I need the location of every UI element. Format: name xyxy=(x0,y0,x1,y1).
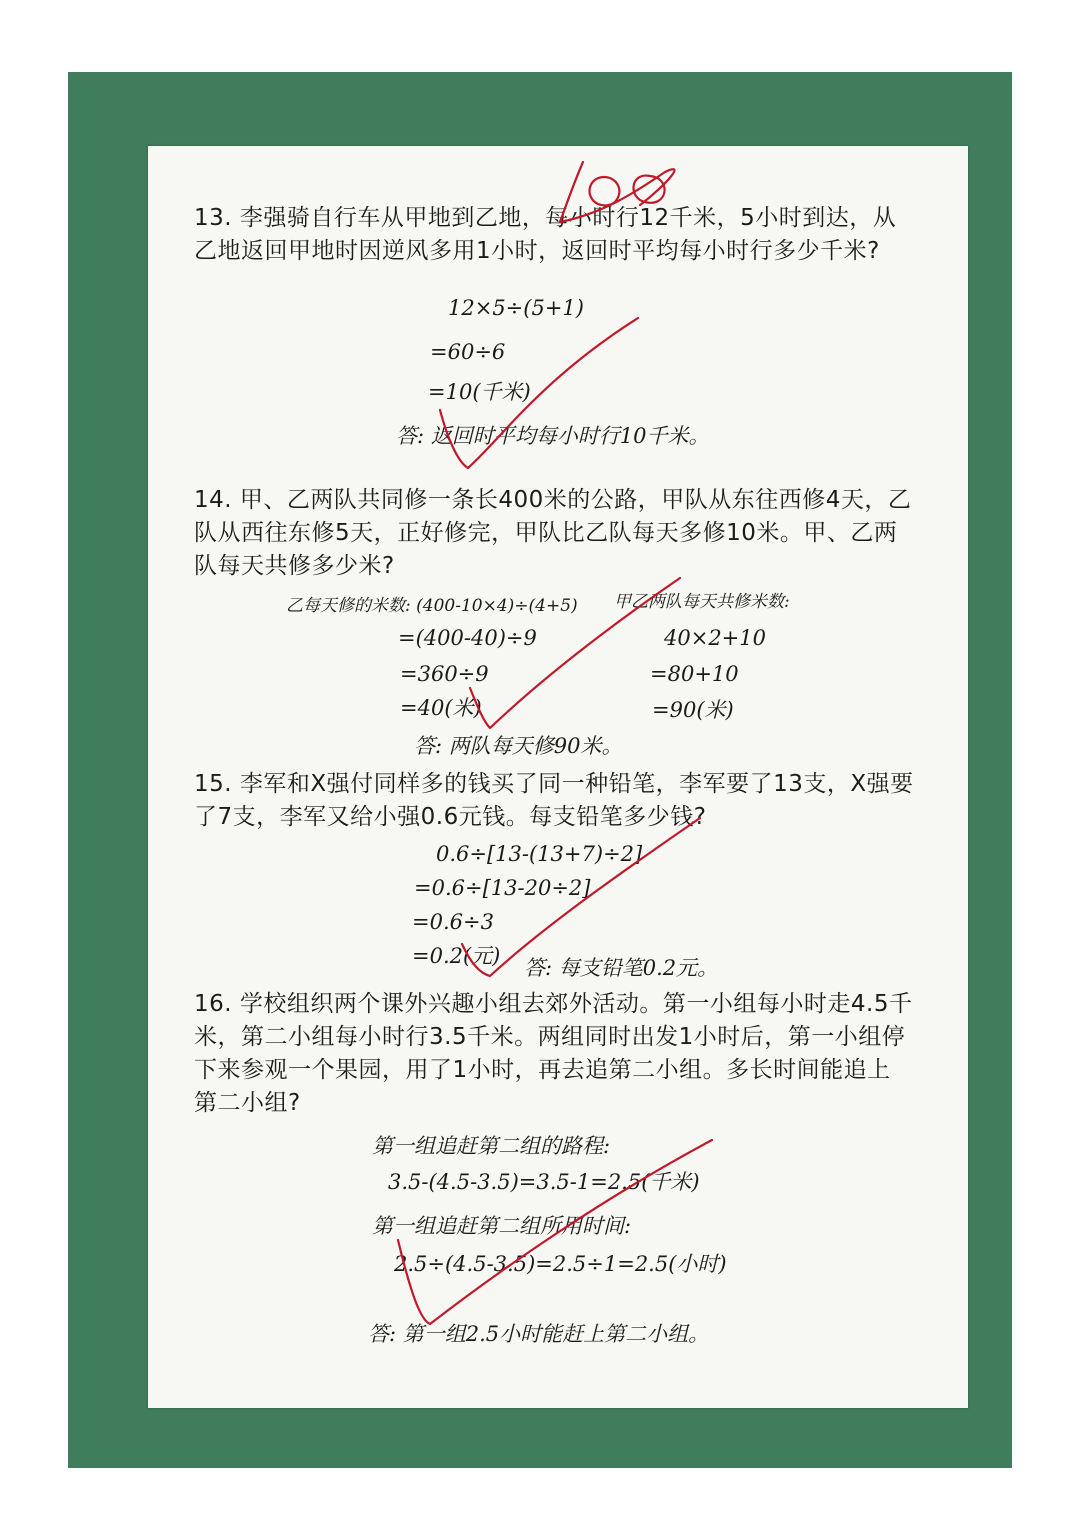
q14-left-line-3: =40(米) xyxy=(400,696,482,720)
q15-work-line-2: =0.6÷[13-20÷2] xyxy=(414,876,591,900)
q14-left-line-2: =360÷9 xyxy=(400,662,489,686)
q14-right-line-2: =80+10 xyxy=(650,662,739,686)
q14-left-line-1: =(400-40)÷9 xyxy=(398,626,537,650)
q15-answer: 答: 每支铅笔0.2元。 xyxy=(524,956,719,980)
q14-right-heading: 甲乙两队每天共修米数: xyxy=(614,592,790,612)
q13-work-line-1: 12×5÷(5+1) xyxy=(448,296,584,320)
q16-work-line-2: 2.5÷(4.5-3.5)=2.5÷1=2.5(小时) xyxy=(394,1252,727,1276)
q16-heading-1: 第一组追赶第二组的路程: xyxy=(372,1134,611,1158)
question-13-text: 13. 李强骑自行车从甲地到乙地，每小时行12千米，5小时到达，从乙地返回甲地时因逆风多用1小时，返回时平均每小时行多少千米? xyxy=(194,205,897,264)
question-15-text: 15. 李军和X强付同样多的钱买了同一种铅笔，李军要了13支，X强要了7支，李军又给小强0.6元钱。每支铅笔多少钱? xyxy=(194,771,914,830)
q15-work-line-1: 0.6÷[13-(13+7)÷2] xyxy=(436,842,643,866)
q13-work-line-3: =10(千米) xyxy=(428,380,531,404)
q15-work-line-4: =0.2(元) xyxy=(412,944,501,968)
q16-answer: 答: 第一组2.5小时能赶上第二小组。 xyxy=(368,1322,710,1346)
q14-right-line-1: 40×2+10 xyxy=(664,626,766,650)
q16-heading-2: 第一组追赶第二组所用时间: xyxy=(372,1214,632,1238)
q13-work-line-2: =60÷6 xyxy=(430,340,506,364)
q14-right-line-3: =90(米) xyxy=(652,698,734,722)
question-14-text: 14. 甲、乙两队共同修一条长400米的公路，甲队从东往西修4天，乙队从西往东修5天，正好修完，甲队比乙队每天多修10米。甲、乙两队每天共修多少米? xyxy=(194,487,912,579)
q15-work-line-3: =0.6÷3 xyxy=(412,910,494,934)
question-16-text: 16. 学校组织两个课外兴趣小组去郊外活动。第一小组每小时走4.5千米，第二小组每小时行3.5千米。两组同时出发1小时后，第一小组停下来参观一个果园，用了1小时，再去追第二小组。多长时间能追上第二小组? xyxy=(194,991,913,1116)
q14-answer: 答: 两队每天修90米。 xyxy=(414,734,623,758)
q16-work-line-1: 3.5-(4.5-3.5)=3.5-1=2.5(千米) xyxy=(388,1170,700,1194)
q13-answer: 答: 返回时平均每小时行10千米。 xyxy=(396,424,710,448)
q14-left-heading: 乙每天修的米数: (400-10×4)÷(4+5) xyxy=(286,596,578,616)
